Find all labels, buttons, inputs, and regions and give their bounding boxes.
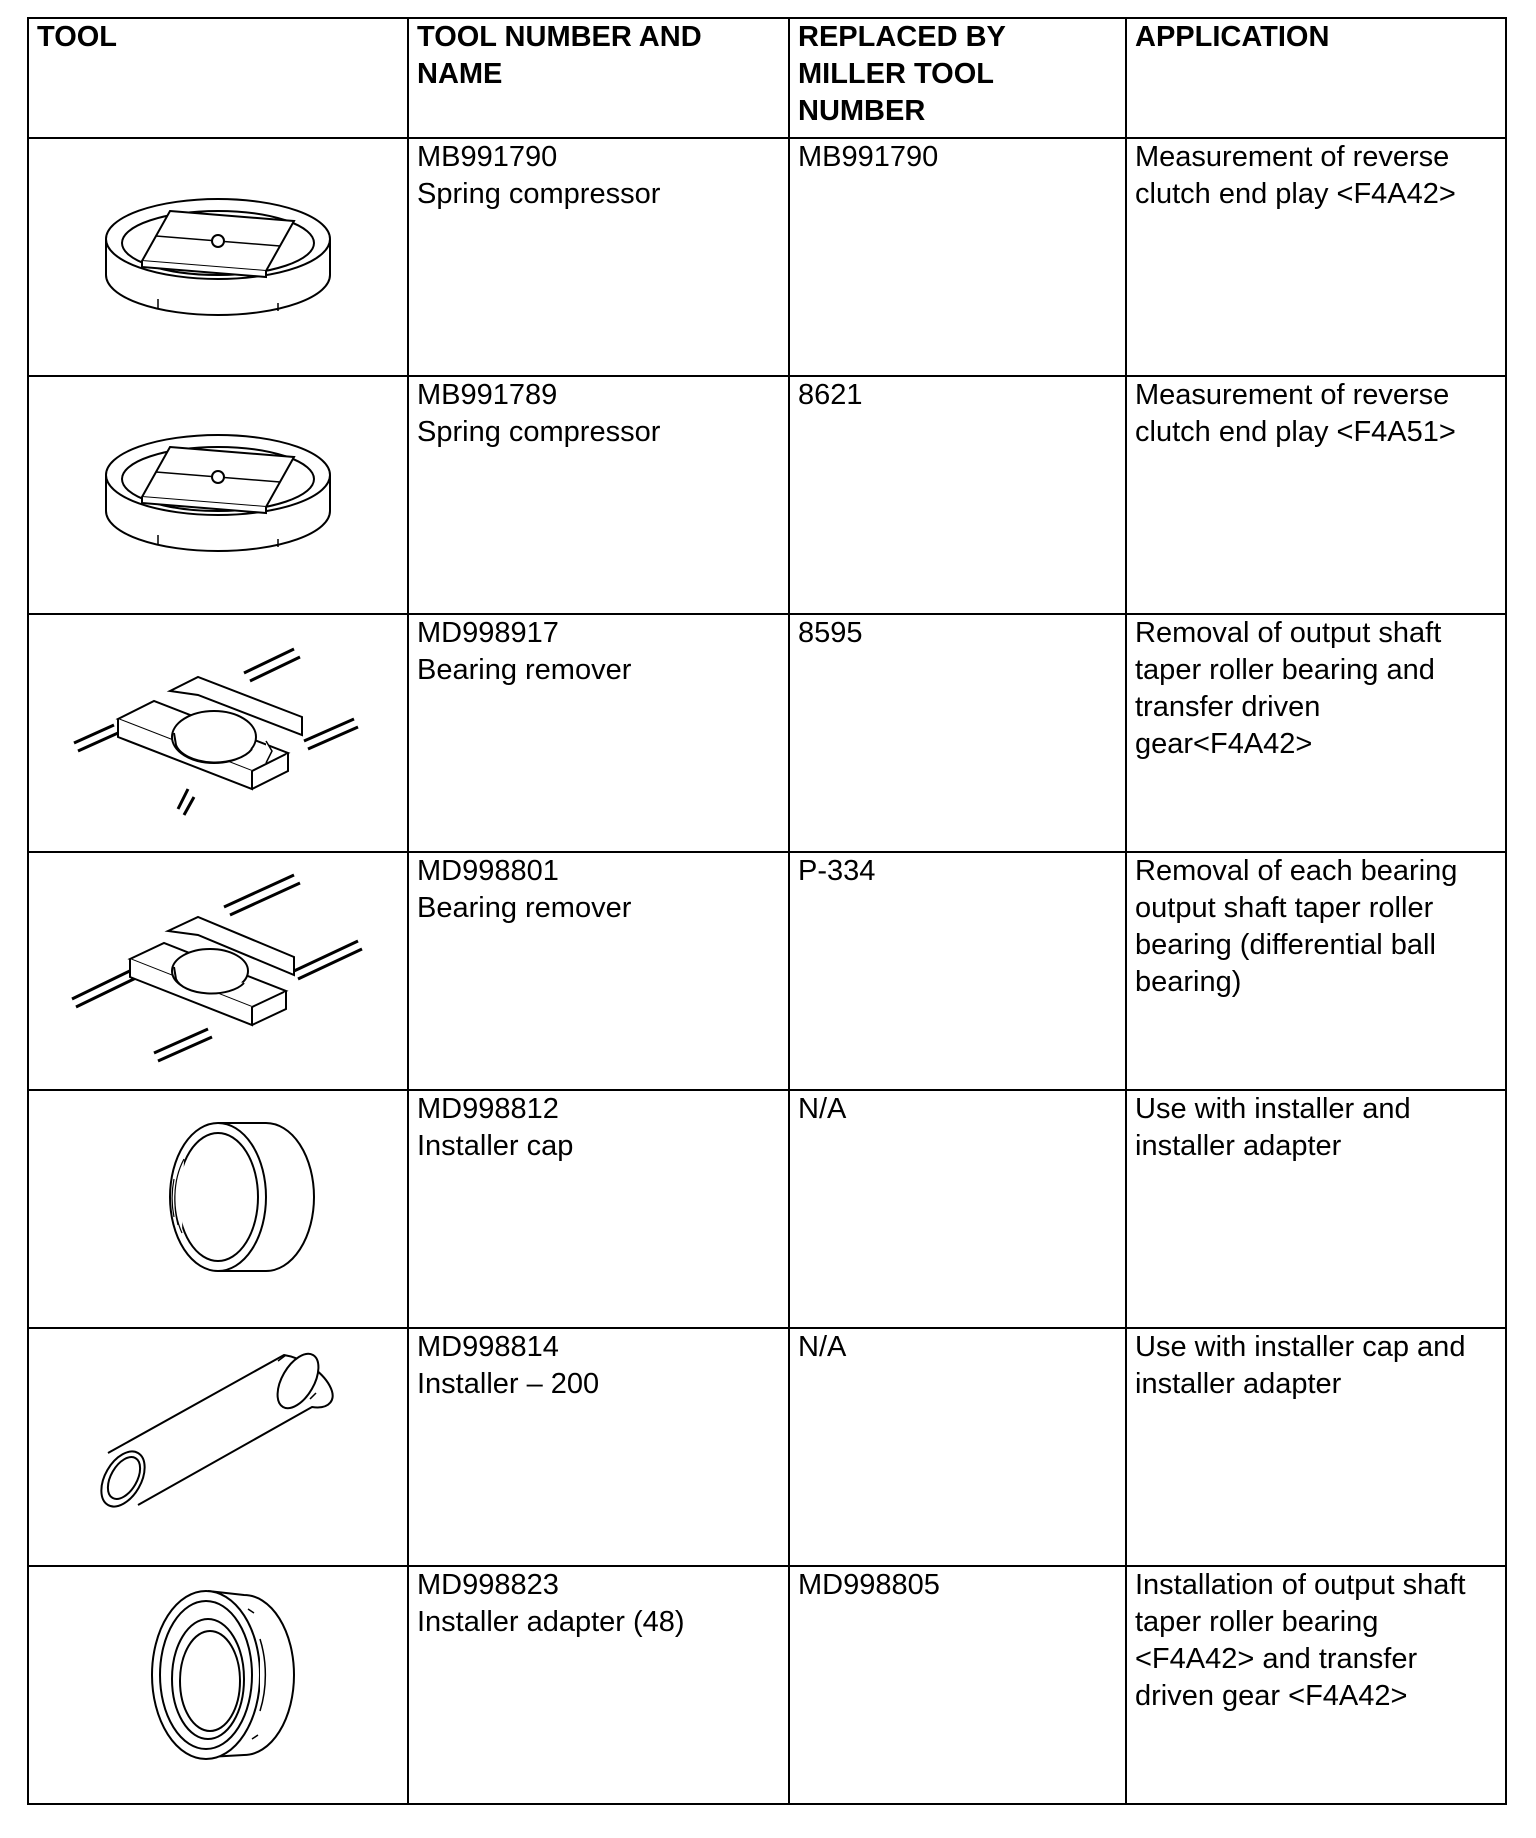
- tool-number: MD998823: [417, 1569, 559, 1601]
- tool-image-cell: [28, 1566, 408, 1804]
- tool-number-name-cell: [408, 138, 789, 376]
- tool-image-cell: [28, 138, 408, 376]
- bearing-remover-icon: [58, 629, 378, 829]
- spring-compressor-icon: [98, 159, 338, 359]
- replaced-by-cell: 8621: [789, 376, 1126, 614]
- application-cell: Installation of output shaft taper roller bearing <F4A42> and transfer driven gear <F4A42>: [1126, 1566, 1506, 1804]
- header-application: APPLICATION: [1126, 18, 1506, 138]
- bearing-remover-icon: [58, 867, 378, 1067]
- replaced-by-cell: 8595: [789, 614, 1126, 852]
- table-row: [28, 138, 1506, 376]
- header-number-name: TOOL NUMBER AND NAME: [408, 18, 789, 138]
- spring-compressor-icon: [98, 395, 338, 595]
- tool-number: MD998812: [417, 1093, 559, 1125]
- tool-name: Installer cap: [417, 1130, 574, 1162]
- application-cell: Measurement of reverse clutch end play <F4A51>: [1126, 376, 1506, 614]
- special-tools-table: [27, 17, 1507, 1805]
- header-tool: TOOL: [28, 18, 408, 138]
- tool-number: MD998814: [417, 1331, 559, 1363]
- tool-number-name-cell: [408, 1566, 789, 1804]
- tool-name: Spring compressor: [417, 178, 661, 210]
- tool-number-name-cell: [408, 1090, 789, 1328]
- tool-number-name-cell: [408, 1328, 789, 1566]
- tool-image-cell: [28, 376, 408, 614]
- tool-name: Bearing remover: [417, 654, 632, 686]
- tool-number: MD998917: [417, 617, 559, 649]
- installer-tube-icon: [88, 1343, 348, 1543]
- tool-number-name-cell: [408, 614, 789, 852]
- tool-image-cell: [28, 1328, 408, 1566]
- application-cell: Measurement of reverse clutch end play <F4A42>: [1126, 138, 1506, 376]
- table-row: [28, 1090, 1506, 1328]
- tool-image-cell: [28, 1090, 408, 1328]
- tool-image-cell: [28, 852, 408, 1090]
- application-cell: Removal of each bearing output shaft taper roller bearing (differential ball bearing): [1126, 852, 1506, 1090]
- table-row: [28, 1566, 1506, 1804]
- table-row: [28, 1328, 1506, 1566]
- tool-name: Installer – 200: [417, 1368, 600, 1400]
- tool-number: MD998801: [417, 855, 559, 887]
- replaced-by-cell: MD998805: [789, 1566, 1126, 1804]
- header-replaced-by: REPLACED BY MILLER TOOL NUMBER: [789, 18, 1126, 138]
- tool-image-cell: [28, 614, 408, 852]
- installer-adapter-icon: [118, 1579, 318, 1789]
- application-cell: Removal of output shaft taper roller bearing and transfer driven gear<F4A42>: [1126, 614, 1506, 852]
- application-cell: Use with installer and installer adapter: [1126, 1090, 1506, 1328]
- replaced-by-cell: N/A: [789, 1090, 1126, 1328]
- header-row: [28, 18, 1506, 138]
- tool-number: MB991790: [417, 141, 558, 173]
- tool-name: Bearing remover: [417, 892, 632, 924]
- tool-number-name-cell: [408, 376, 789, 614]
- tool-number: MB991789: [417, 379, 558, 411]
- application-cell: Use with installer cap and installer adapter: [1126, 1328, 1506, 1566]
- tool-name: Spring compressor: [417, 416, 661, 448]
- table-row: [28, 852, 1506, 1090]
- replaced-by-cell: P-334: [789, 852, 1126, 1090]
- replaced-by-cell: N/A: [789, 1328, 1126, 1566]
- installer-cap-icon: [118, 1109, 318, 1309]
- tool-name: Installer adapter (48): [417, 1606, 685, 1638]
- table-row: [28, 614, 1506, 852]
- replaced-by-cell: MB991790: [789, 138, 1126, 376]
- table-row: [28, 376, 1506, 614]
- tool-number-name-cell: [408, 852, 789, 1090]
